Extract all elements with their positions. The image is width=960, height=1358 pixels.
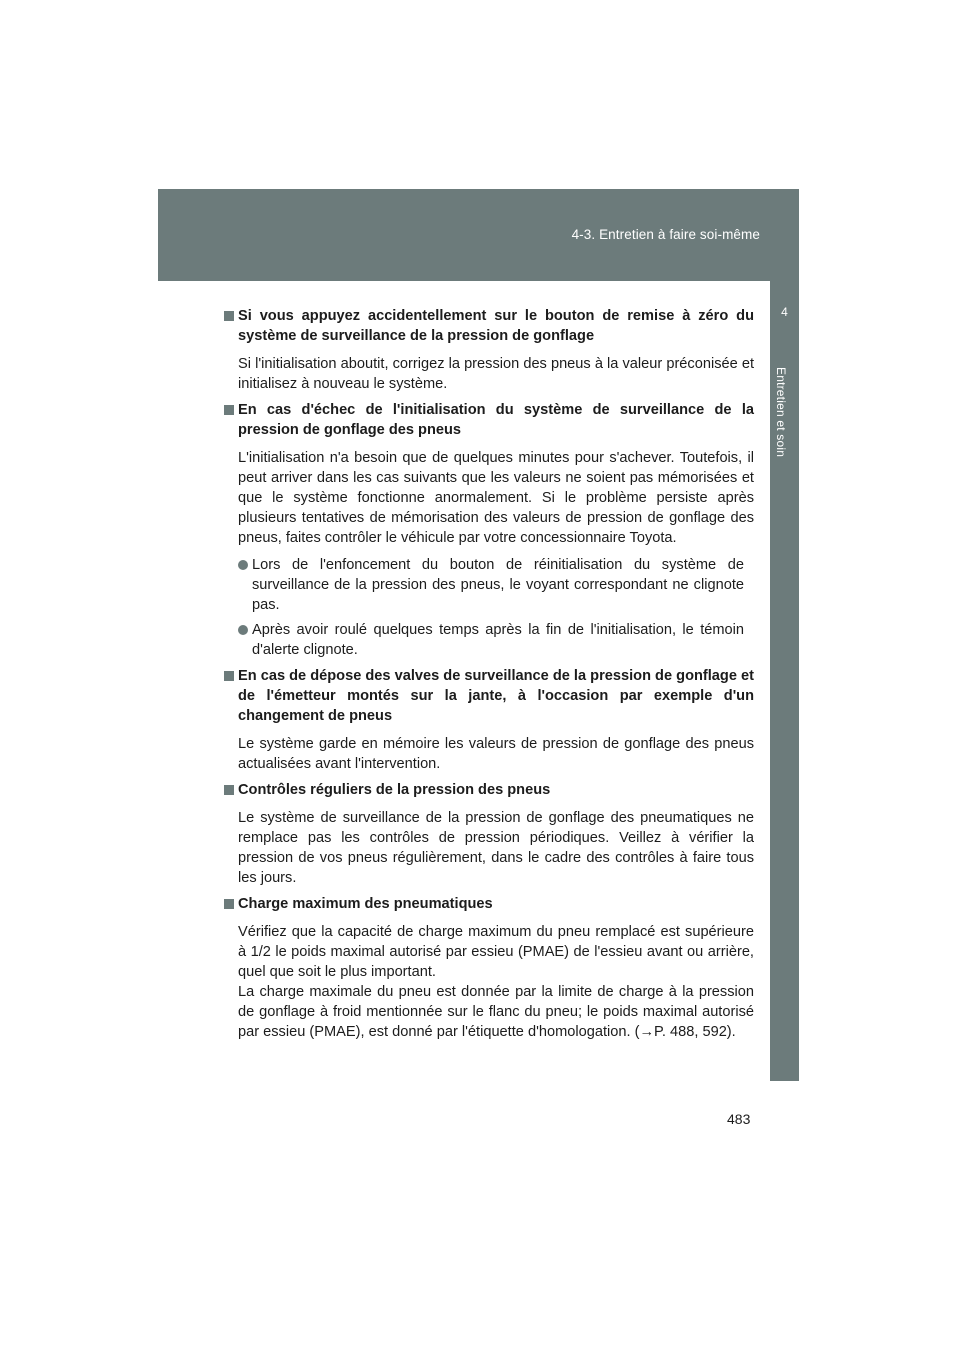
section-regular-checks: [224, 780, 754, 888]
square-bullet-icon: [224, 311, 234, 321]
section-heading: Si vous appuyez accidentellement sur le bouton de remise à zéro du système de surveillance de la pression de gonflage: [238, 308, 754, 344]
chapter-header: [158, 189, 799, 281]
section-heading: En cas d'échec de l'initialisation du système de surveillance de la pression de gonflage des pneus: [238, 402, 754, 438]
section-heading: En cas de dépose des valves de surveillance de la pression de gonflage et de l'émetteur montés sur la jante, à l'occasion par exemple d'un changement de pneus: [238, 668, 754, 724]
square-bullet-icon: [224, 405, 234, 415]
list-item: [252, 555, 754, 615]
section-body: Vérifiez que la capacité de charge maximum du pneu remplacé est supérieure à 1/2 le poids maximal autorisé par essieu (PMAE) de l'essieu avant ou arrière, quel que soit le plus important.: [238, 924, 754, 980]
section-max-load: [224, 894, 754, 1042]
chapter-title: Entretien et soin: [774, 367, 788, 458]
section-body: L'initialisation n'a besoin que de quelques minutes pour s'achever. Toutefois, il peut arriver dans les cas suivants que les valeurs ne soient pas mémorisées et que le système fonctionne anormalement. Si le problème persiste après plusieurs tentatives de mémorisation des valeurs de pression de gonflage des pneus, faites contrôler le véhicule par votre concessionnaire Toyota.: [238, 450, 754, 546]
list-item-text: Après avoir roulé quelques temps après la fin de l'initialisation, le témoin d'alerte clignote.: [252, 622, 744, 658]
square-bullet-icon: [224, 785, 234, 795]
section-accidental-reset: [224, 306, 754, 394]
section-body: Le système garde en mémoire les valeurs de pression de gonflage des pneus actualisées avant l'intervention.: [238, 736, 754, 772]
list-item: [252, 620, 754, 660]
square-bullet-icon: [224, 671, 234, 681]
section-body: Si l'initialisation aboutit, corrigez la pression des pneus à la valeur préconisée et initialisez à nouveau le système.: [238, 356, 754, 392]
bullet-list: [238, 555, 754, 660]
page-number: 483: [727, 1111, 751, 1127]
round-bullet-icon: [238, 560, 248, 570]
section-init-failure: [224, 400, 754, 660]
section-label: 4-3. Entretien à faire soi-même: [571, 227, 760, 242]
page-content: [224, 306, 754, 1048]
chapter-side-tab: [770, 281, 799, 1081]
section-heading: Contrôles réguliers de la pression des pneus: [238, 782, 551, 798]
section-heading: Charge maximum des pneumatiques: [238, 896, 493, 912]
section-body-continued: La charge maximale du pneu est donnée par la limite de charge à la pression de gonflage à froid mentionnée sur le flanc du pneu; le poids maximal autorisé par essieu (PMAE), est donné par l'étiquette d'homologation. (→P. 488, 592).: [238, 984, 754, 1040]
section-body: Le système de surveillance de la pression de gonflage des pneumatiques ne remplace pas les contrôles de pression périodiques. Veillez à vérifier la pression de vos pneus régulièrement, dans le cadre des contrôles à faire tous les jours.: [238, 810, 754, 886]
section-valve-removal: [224, 666, 754, 774]
list-item-text: Lors de l'enfoncement du bouton de réinitialisation du système de surveillance de la pression des pneus, le voyant correspondant ne clignote pas.: [252, 557, 744, 613]
round-bullet-icon: [238, 625, 248, 635]
chapter-number: 4: [781, 305, 788, 319]
square-bullet-icon: [224, 899, 234, 909]
